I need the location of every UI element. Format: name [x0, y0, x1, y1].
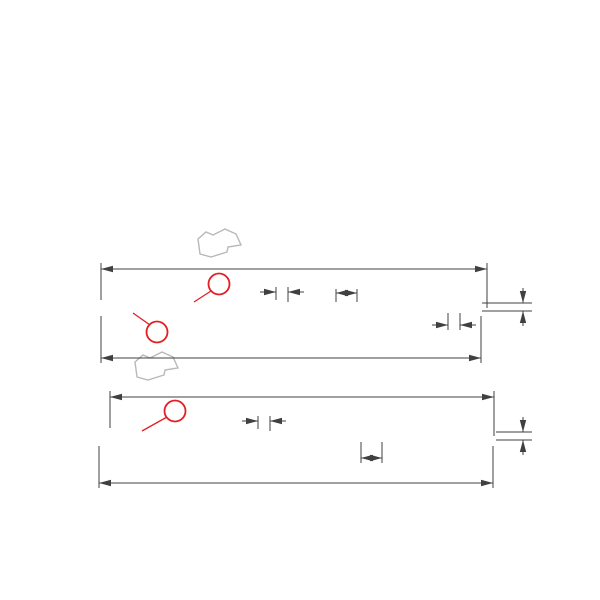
watermark-logo-icon	[198, 229, 241, 257]
dim-rib-base-width	[432, 313, 476, 330]
dim-height	[496, 417, 532, 455]
dim-pan-width	[361, 442, 382, 463]
dim-height	[482, 288, 532, 326]
label-r-circle	[165, 401, 186, 422]
label-b-circle	[209, 274, 230, 295]
label-a-badge	[133, 313, 168, 343]
dim-overall-width	[99, 446, 493, 488]
cross-section-bottom	[99, 391, 532, 488]
watermark-logo-icon	[135, 352, 178, 380]
dim-coverage-width	[101, 263, 487, 308]
dim-rib-top-width	[242, 416, 286, 431]
watermark-1	[198, 229, 241, 257]
dim-pan-width	[336, 289, 357, 302]
label-r-badge	[142, 401, 186, 432]
dim-rib-top-width	[260, 287, 304, 302]
label-a-circle	[147, 322, 168, 343]
watermark-2	[135, 352, 178, 380]
dim-coverage-width	[110, 391, 494, 436]
label-b-badge	[194, 274, 230, 303]
dim-overall-width	[101, 316, 481, 363]
cross-section-top	[101, 263, 532, 363]
